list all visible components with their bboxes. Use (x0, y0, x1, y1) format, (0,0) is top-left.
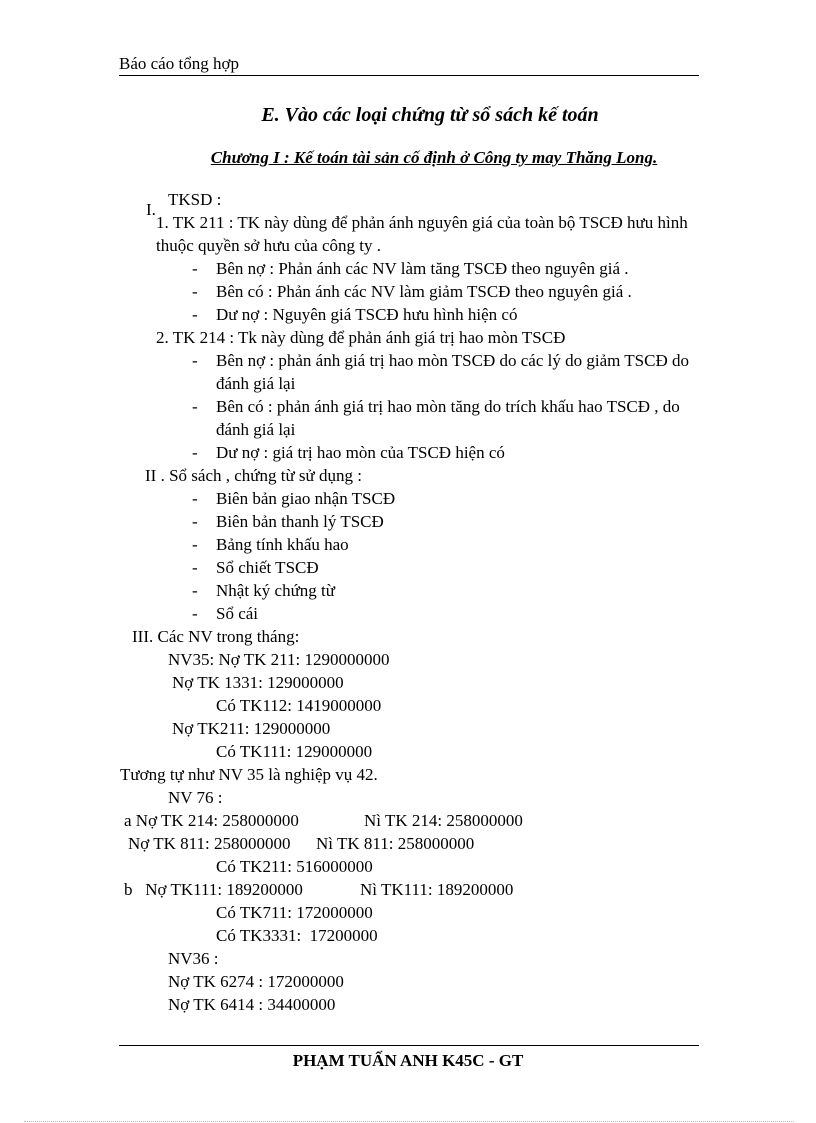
entry-line: Có TK711: 172000000 (216, 903, 373, 922)
bullet-dash: - (192, 259, 198, 278)
tk214-debit: Bên nợ : phản ánh giá trị hao mòn TSCĐ do các lý do giảm TSCĐ do (216, 351, 689, 370)
bullet-dash: - (192, 351, 198, 370)
footer-divider (119, 1045, 699, 1046)
entry-line: NV36 : (168, 949, 219, 968)
entry-line: Có TK111: 129000000 (216, 742, 373, 761)
tk211-credit: Bên có : Phản ánh các NV làm giảm TSCĐ theo nguyên giá . (216, 282, 632, 301)
bullet-dash: - (192, 489, 198, 508)
entry-line: Tương tự như NV 35 là nghiệp vụ 42. (120, 765, 378, 784)
entry-line: Nợ TK 1331: 129000000 (172, 673, 344, 692)
footer-author: PHẠM TUẤN ANH K45C - GT (292, 1051, 524, 1070)
bullet-dash: - (192, 512, 198, 531)
entry-line: Nợ TK 6414 : 34400000 (168, 995, 336, 1014)
doc-item: Sổ cái (216, 604, 259, 623)
entry-line: Nì TK 214: 258000000 (364, 811, 523, 830)
tk214-debit-cont: đánh giá lại (216, 374, 296, 393)
tk211-balance: Dư nợ : Nguyên giá TSCĐ hưu hình hiện có (216, 305, 518, 324)
bullet-dash: - (192, 558, 198, 577)
bullet-dash: - (192, 305, 198, 324)
section-1-marker: I. (146, 200, 156, 219)
chapter-subtitle: Chương I : Kế toán tài sản cố định ở Công ty may Thăng Long. (210, 148, 658, 167)
header-divider (119, 75, 699, 76)
tk211-line-1: 1. TK 211 : TK này dùng để phản ánh nguyên giá của toàn bộ TSCĐ hưu hình (156, 213, 688, 232)
doc-item: Nhật ký chứng từ (216, 581, 335, 600)
entry-line: Nợ TK211: 129000000 (172, 719, 331, 738)
entry-line: b Nợ TK111: 189200000 (124, 880, 303, 899)
entry-line: NV 76 : (168, 788, 223, 807)
tk214-balance: Dư nợ : giá trị hao mòn của TSCĐ hiện có (216, 443, 505, 462)
entry-line: a Nợ TK 214: 258000000 (124, 811, 299, 830)
bullet-dash: - (192, 581, 198, 600)
entry-line: Có TK112: 1419000000 (216, 696, 382, 715)
section-1-heading: TKSD : (168, 190, 222, 209)
entry-line: Nì TK111: 189200000 (360, 880, 514, 899)
header-title: Báo cáo tổng hợp (119, 54, 239, 73)
entry-line: NV35: Nợ TK 211: 1290000000 (168, 650, 390, 669)
section-2-heading: II . Sổ sách , chứng từ sử dụng : (145, 466, 362, 485)
entry-line: Nợ TK 811: 258000000 (128, 834, 291, 853)
doc-item: Sổ chiết TSCĐ (216, 558, 319, 577)
page-edge-dots (24, 1121, 794, 1122)
tk211-line-2: thuộc quyền sở hưu của công ty . (156, 236, 381, 255)
doc-item: Biên bản thanh lý TSCĐ (216, 512, 384, 531)
tk211-debit: Bên nợ : Phản ánh các NV làm tăng TSCĐ theo nguyên giá . (216, 259, 629, 278)
bullet-dash: - (192, 397, 198, 416)
section-3-heading: III. Các NV trong tháng: (132, 627, 300, 646)
bullet-dash: - (192, 443, 198, 462)
doc-item: Bảng tính khấu hao (216, 535, 349, 554)
tk214-credit: Bên có : phản ánh giá trị hao mòn tăng do trích khấu hao TSCĐ , do (216, 397, 680, 416)
bullet-dash: - (192, 282, 198, 301)
bullet-dash: - (192, 604, 198, 623)
entry-line: Nì TK 811: 258000000 (316, 834, 475, 853)
document-title: E. Vào các loại chứng từ sổ sách kế toán (261, 104, 599, 126)
entry-line: Có TK3331: 17200000 (216, 926, 378, 945)
entry-line: Có TK211: 516000000 (216, 857, 373, 876)
tk214-credit-cont: đánh giá lại (216, 420, 296, 439)
tk214-line-1: 2. TK 214 : Tk này dùng để phản ánh giá trị hao mòn TSCĐ (156, 328, 566, 347)
bullet-dash: - (192, 535, 198, 554)
doc-item: Biên bản giao nhận TSCĐ (216, 489, 396, 508)
entry-line: Nợ TK 6274 : 172000000 (168, 972, 344, 991)
